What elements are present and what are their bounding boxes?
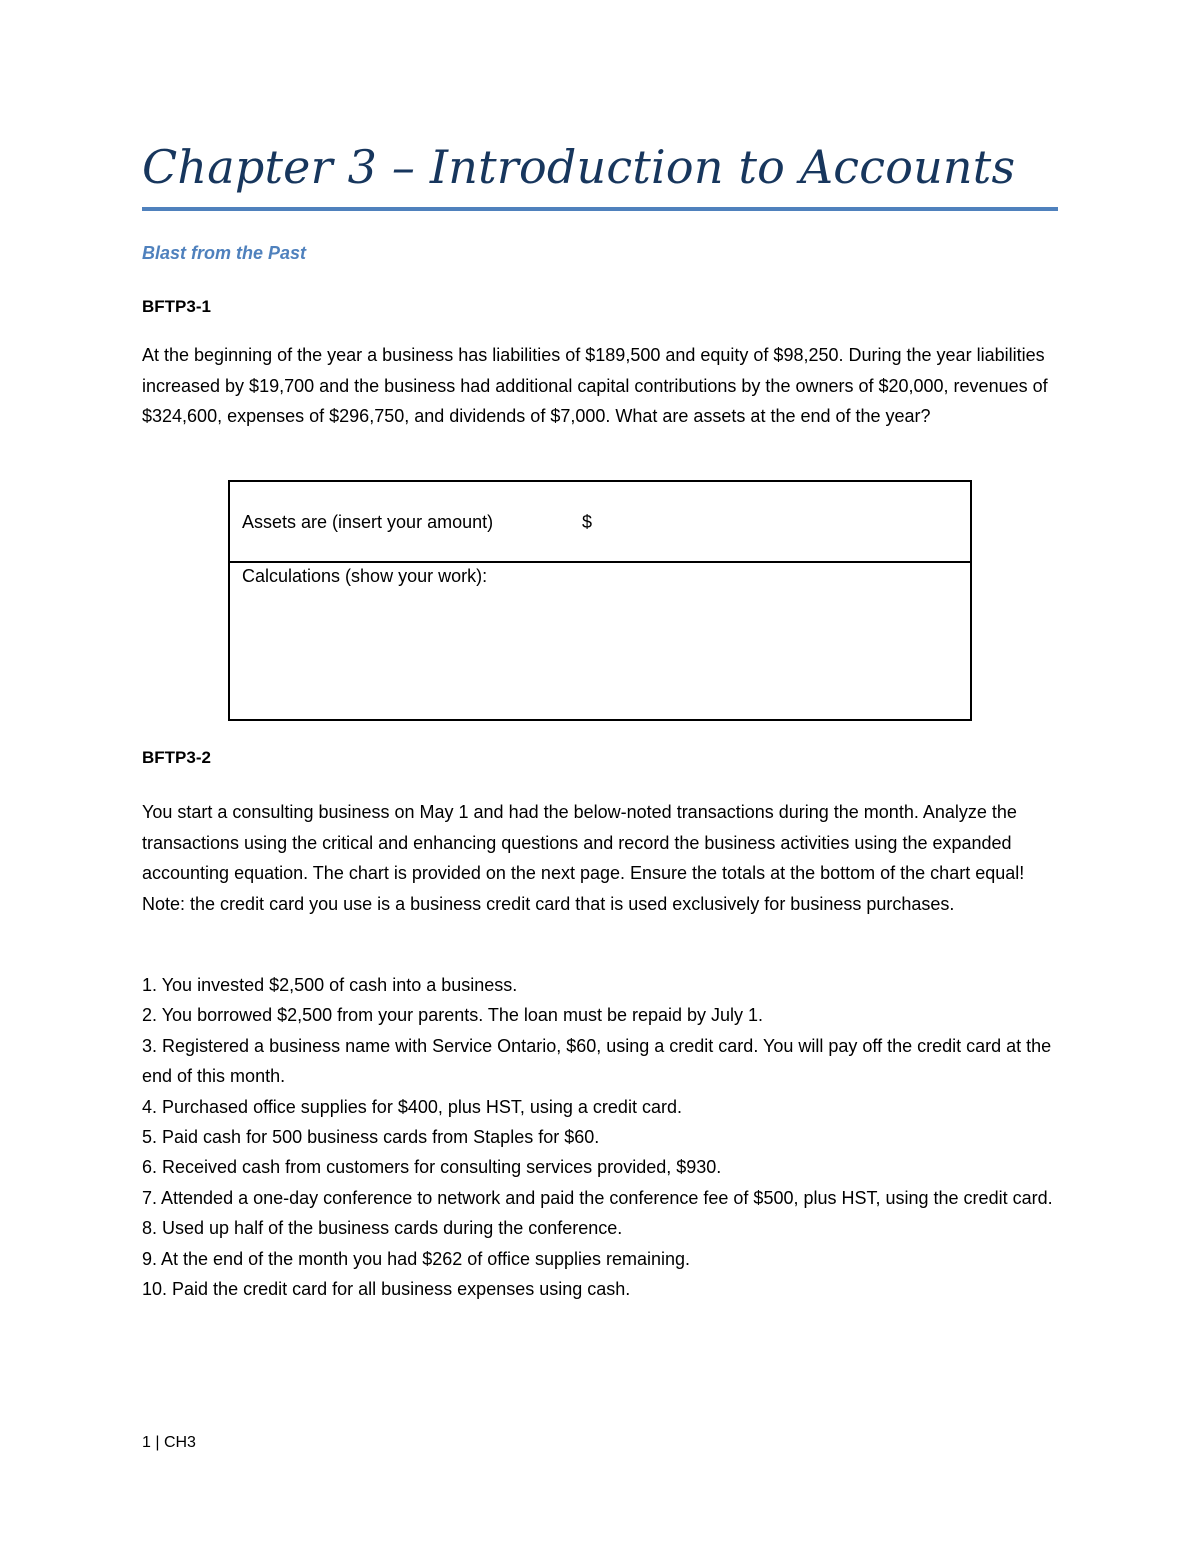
section-subtitle: Blast from the Past (142, 243, 307, 263)
currency-symbol[interactable]: $ (582, 512, 593, 532)
question-1-heading: BFTP3-1 (142, 297, 211, 316)
question-2-heading: BFTP3-2 (142, 748, 211, 767)
list-item: 4. Purchased office supplies for $400, plus HST, using a credit card. (142, 1096, 682, 1117)
transaction-list (142, 970, 1062, 1304)
chapter-title: Chapter 3 – Introduction to Accounts (142, 140, 1016, 194)
question-2-text: You start a consulting business on May 1 and had the below-noted transactions during the month. Analyze the transactions using the critical and enhancing questions and record the business activities using the expanded accounting equation. The chart is provided on the next page. Ensure the totals at the bottom of the chart equal! Note: the credit card you use is a business credit card that is used exclusively for business purchases. (142, 802, 1025, 914)
list-item: 5. Paid cash for 500 business cards from Staples for $60. (142, 1127, 600, 1148)
title-underline (142, 207, 1058, 211)
calculations-label: Calculations (show your work): (242, 566, 488, 586)
answer-box (228, 480, 972, 721)
list-item: 10. Paid the credit card for all business expenses using cash. (142, 1279, 631, 1300)
list-item: 2. You borrowed $2,500 from your parents. The loan must be repaid by July 1. (142, 1005, 764, 1026)
list-item: 1. You invested $2,500 of cash into a business. (142, 975, 518, 995)
list-item: 6. Received cash from customers for consulting services provided, $930. (142, 1157, 722, 1178)
question-1-text: At the beginning of the year a business has liabilities of $189,500 and equity of $98,250. During the year liabilities increased by $19,700 and the business had additional capital contributions by the owners of $20,000, revenues of $324,600, expenses of $296,750, and dividends of $7,000. What are assets at the end of the year? (142, 345, 1048, 426)
list-item: 3. Registered a business name with Service Ontario, $60, using a credit card. You will pay off the credit card at the end of this month. (142, 1035, 1052, 1087)
list-item: 8. Used up half of the business cards during the conference. (142, 1218, 623, 1239)
box-divider (230, 561, 970, 563)
list-item: 7. Attended a one-day conference to network and paid the conference fee of $500, plus HST, using the credit card. (142, 1187, 1053, 1208)
assets-answer-label: Assets are (insert your amount) (242, 512, 494, 532)
page-footer: 1 | CH3 (142, 1434, 196, 1451)
list-item: 9. At the end of the month you had $262 of office supplies remaining. (142, 1248, 691, 1269)
